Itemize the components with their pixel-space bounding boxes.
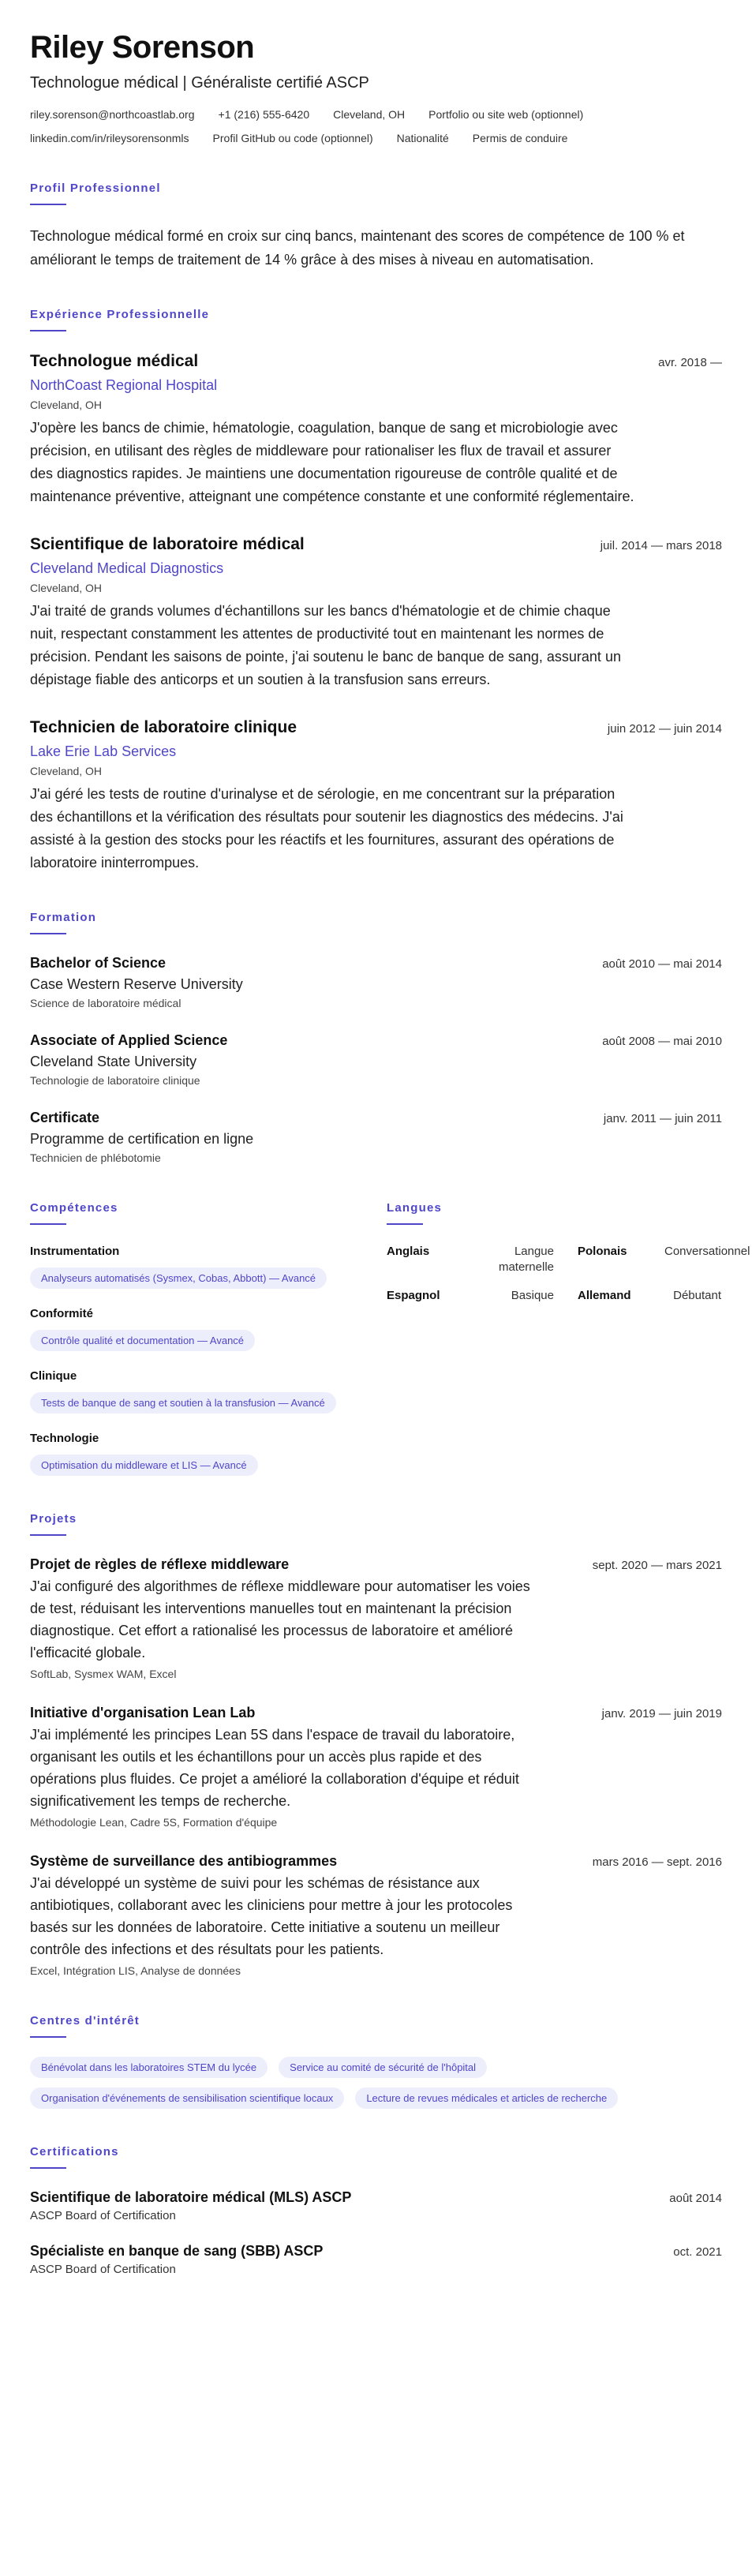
language-name: Allemand [578, 1289, 631, 1302]
job-date: juin 2012 — juin 2014 [607, 722, 722, 736]
skill-group [30, 1431, 387, 1476]
certification-name: Scientifique de laboratoire médical (MLS) ASCP [30, 2189, 352, 2205]
certification-issuer: ASCP Board of Certification [30, 2263, 176, 2276]
section-divider [387, 1223, 423, 1225]
job-date: avr. 2018 — [658, 356, 722, 369]
experience-item [30, 534, 722, 691]
skill-pill: Analyseurs automatisés (Sysmex, Cobas, Abbott) — Avancé [30, 1267, 327, 1289]
section-title: Centres d'intérêt [30, 2014, 140, 2027]
contact-email[interactable]: riley.sorenson@northcoastlab.org [30, 108, 195, 121]
section-title: Langues [387, 1201, 443, 1215]
section-title: Expérience Professionnelle [30, 308, 210, 321]
project-date: mars 2016 — sept. 2016 [592, 1855, 722, 1869]
interest-pill: Organisation d'événements de sensibilisation scientifique locaux [30, 2087, 344, 2109]
experience-item [30, 717, 722, 874]
skill-category: Technologie [30, 1432, 99, 1445]
projects-section [30, 1512, 722, 1978]
project-tech: Excel, Intégration LIS, Analyse de données [30, 1964, 241, 1977]
job-title: Scientifique de laboratoire médical [30, 535, 305, 553]
company-name: Cleveland Medical Diagnostics [30, 560, 224, 576]
language-level: Langue maternelle [498, 1245, 554, 1274]
section-title: Certifications [30, 2145, 119, 2159]
certification-issuer: ASCP Board of Certification [30, 2209, 176, 2222]
language-level: Conversationnel [664, 1245, 750, 1258]
section-divider [30, 204, 66, 205]
section-title: Compétences [30, 1201, 118, 1215]
job-title: Technologue médical [30, 352, 199, 370]
job-location: Cleveland, OH [30, 582, 103, 594]
job-title: Technicien de laboratoire clinique [30, 718, 297, 736]
education-date: août 2010 — mai 2014 [602, 957, 722, 971]
contact-license: Permis de conduire [472, 132, 568, 144]
skills-section [30, 1201, 387, 1476]
certification-date: août 2014 [669, 2192, 722, 2205]
degree-name: Associate of Applied Science [30, 1032, 228, 1048]
skill-group [30, 1368, 387, 1413]
degree-name: Bachelor of Science [30, 955, 166, 971]
skill-pill: Tests de banque de sang et soutien à la transfusion — Avancé [30, 1392, 336, 1413]
language-name: Espagnol [387, 1289, 440, 1302]
skill-pill: Contrôle qualité et documentation — Avancé [30, 1330, 255, 1351]
job-location: Cleveland, OH [30, 399, 103, 411]
project-tech: Méthodologie Lean, Cadre 5S, Formation d'équipe [30, 1816, 278, 1829]
certification-item [30, 2241, 722, 2278]
education-date: août 2008 — mai 2010 [602, 1035, 722, 1048]
project-title: Initiative d'organisation Lean Lab [30, 1705, 256, 1720]
job-description: J'ai traité de grands volumes d'échantillons sur les bancs d'hématologie et de chimie chaque nuit, respectant constamment les attentes de productivité tout en maintenant les normes de précision. Pendant les saisons de pointe, j'ai soutenu le banc de banque de sang, assurant un dépistage fiable des anticorps et un soutien à la transfusion sans erreurs. [30, 603, 621, 687]
school-name: Cleveland State University [30, 1054, 197, 1069]
section-divider [30, 1223, 66, 1225]
project-description: J'ai implémenté les principes Lean 5S dans l'espace de travail du laboratoire, organisant les outils et les échantillons pour un accès plus rapide et des opérations plus fluides. Ce projet a amélioré la collaboration d'équipe et réduit significativement les temps de recherche. [30, 1727, 519, 1809]
experience-section [30, 308, 722, 874]
resume-header [30, 28, 722, 145]
project-date: janv. 2019 — juin 2019 [601, 1707, 722, 1720]
study-field: Technologie de laboratoire clinique [30, 1074, 200, 1087]
summary-section [30, 182, 722, 271]
degree-name: Certificate [30, 1110, 100, 1125]
company-name: NorthCoast Regional Hospital [30, 377, 218, 393]
contact-github[interactable]: Profil GitHub ou code (optionnel) [212, 132, 373, 144]
language-name: Polonais [578, 1245, 627, 1258]
candidate-headline: Technologue médical | Généraliste certifié ASCP [30, 74, 369, 92]
project-item [30, 1703, 722, 1829]
project-title: Projet de règles de réflexe middleware [30, 1556, 290, 1572]
skill-group [30, 1306, 387, 1351]
candidate-name: Riley Sorenson [30, 30, 255, 65]
study-field: Science de laboratoire médical [30, 997, 181, 1009]
job-location: Cleveland, OH [30, 765, 103, 777]
skills-languages-row [30, 1201, 750, 1476]
interest-pill: Lecture de revues médicales et articles de recherche [355, 2087, 618, 2109]
project-description: J'ai développé un système de suivi pour les schémas de résistance aux antibiotiques, collaborant avec les cliniciens pour mettre à jour les protocoles basés sur les données de laboratoire. Cette initiative a soutenu un meilleur contrôle des infections et des résultats pour les patients. [30, 1875, 513, 1957]
education-item [30, 1108, 722, 1165]
job-description: J'ai géré les tests de routine d'urinalyse et de sérologie, en me concentrant sur la préparation des échantillons et la vérification des résultats pour soutenir les diagnostics des médecins. J'ai assisté à la gestion des stocks pour les réactifs et les fournitures, assurant des opérations de laboratoire ininterrompues. [30, 786, 623, 871]
language-grid [387, 1244, 750, 1304]
job-description: J'opère les bancs de chimie, hématologie, coagulation, banque de sang et microbiologie avec précision, en utilisant des règles de middleware pour rationaliser les flux de travail et assurer des diagnostics rapides. Je maintiens une documentation rigoureuse de contrôle qualité et de maintenance préventive, atteignant une compétence constante et une conformité réglementaire. [30, 420, 634, 504]
job-date: juil. 2014 — mars 2018 [600, 539, 722, 552]
skill-category: Clinique [30, 1369, 77, 1383]
language-level: Basique [511, 1289, 554, 1302]
section-divider [30, 933, 66, 934]
contact-linkedin[interactable]: linkedin.com/in/rileysorensonmls [30, 132, 189, 144]
contact-list [30, 107, 722, 145]
company-name: Lake Erie Lab Services [30, 743, 177, 759]
section-divider [30, 330, 66, 331]
school-name: Programme de certification en ligne [30, 1131, 254, 1147]
certification-item [30, 2188, 722, 2224]
project-item [30, 1852, 722, 1978]
education-item [30, 1031, 722, 1088]
interest-pill: Bénévolat dans les laboratoires STEM du lycée [30, 2057, 268, 2078]
contact-phone[interactable]: +1 (216) 555-6420 [218, 108, 310, 121]
skill-pill: Optimisation du middleware et LIS — Avancé [30, 1455, 258, 1476]
experience-item [30, 350, 722, 508]
project-description: J'ai configuré des algorithmes de réflexe middleware pour automatiser les voies de test, réduisant les interventions manuelles tout en maintenant la précision diagnostique. Cet effort a rationalisé les processus de laboratoire et amélioré l'efficacité globale. [30, 1578, 530, 1661]
certifications-section [30, 2145, 722, 2278]
contact-nationality: Nationalité [396, 132, 449, 144]
education-date: janv. 2011 — juin 2011 [603, 1112, 722, 1125]
skill-category: Instrumentation [30, 1245, 120, 1258]
contact-location: Cleveland, OH [333, 108, 406, 121]
languages-section [387, 1201, 750, 1476]
section-divider [30, 2167, 66, 2169]
certification-name: Spécialiste en banque de sang (SBB) ASCP [30, 2243, 324, 2259]
school-name: Case Western Reserve University [30, 976, 243, 992]
section-divider [30, 2036, 66, 2038]
language-name: Anglais [387, 1245, 430, 1258]
summary-text: Technologue médical formé en croix sur cinq bancs, maintenant des scores de compétence de 100 % et améliorant le temps de traitement de 14 % grâce à des mises à niveau en automatisation. [30, 228, 685, 268]
education-item [30, 953, 722, 1010]
certification-date: oct. 2021 [673, 2245, 722, 2259]
skill-group [30, 1244, 387, 1289]
study-field: Technicien de phlébotomie [30, 1151, 161, 1164]
contact-portfolio[interactable]: Portfolio ou site web (optionnel) [428, 108, 584, 121]
skill-category: Conformité [30, 1307, 93, 1320]
section-title: Formation [30, 911, 97, 924]
interest-list [30, 2057, 722, 2109]
project-title: Système de surveillance des antibiogrammes [30, 1853, 338, 1869]
education-section [30, 911, 722, 1165]
project-item [30, 1555, 722, 1681]
interest-pill: Service au comité de sécurité de l'hôpital [279, 2057, 487, 2078]
section-divider [30, 1534, 66, 1536]
section-title: Projets [30, 1512, 77, 1526]
project-date: sept. 2020 — mars 2021 [592, 1559, 722, 1572]
project-tech: SoftLab, Sysmex WAM, Excel [30, 1668, 177, 1680]
language-level: Débutant [673, 1289, 721, 1302]
interests-section [30, 2014, 722, 2109]
section-title: Profil Professionnel [30, 182, 161, 195]
